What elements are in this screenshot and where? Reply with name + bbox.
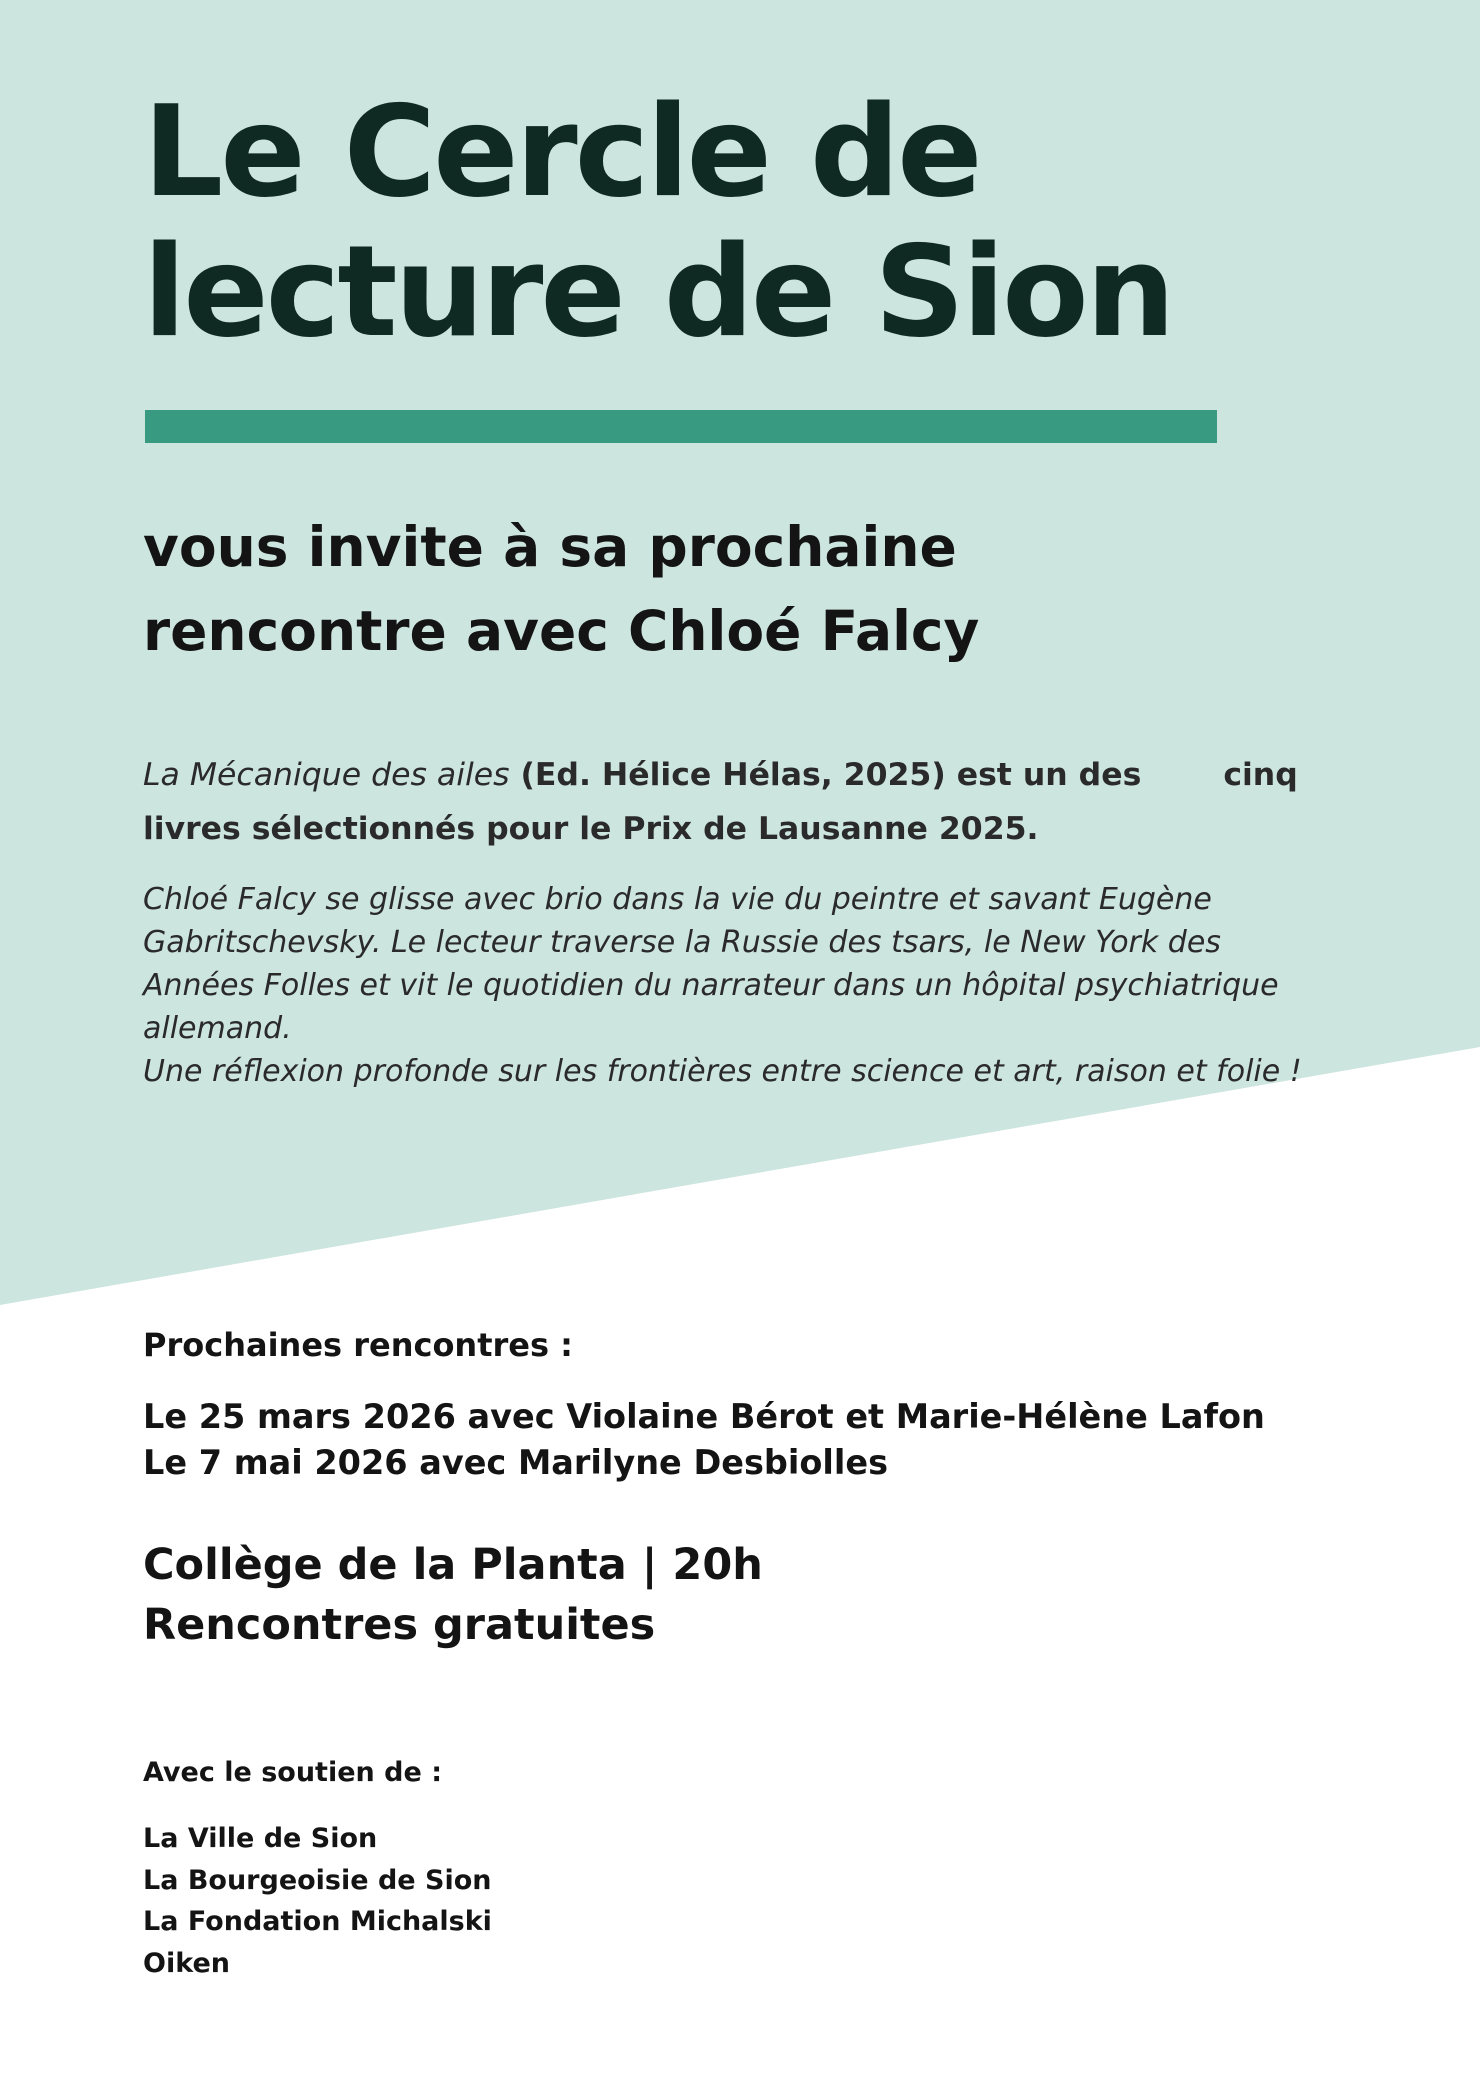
book-announcement-line-2: livres sélectionnés pour le Prix de Lausanne 2025. [143, 811, 1039, 847]
sponsor-item: La Bourgeoisie de Sion [143, 1864, 492, 1896]
sponsor-item: La Ville de Sion [143, 1823, 378, 1854]
support-heading: Avec le soutien de : [143, 1757, 442, 1788]
invitation-line-2: rencontre avec Chloé Falcy [143, 599, 980, 663]
book-details-end: cinq [1223, 757, 1298, 793]
book-synopsis [143, 878, 1393, 1093]
synopsis-line-1: Chloé Falcy se glisse avec brio dans la vie du peintre et savant Eugène [143, 882, 1212, 917]
upcoming-events-heading: Prochaines rencontres : [143, 1326, 573, 1364]
sponsor-item: La Fondation Michalski [143, 1906, 492, 1937]
title-line-2: lecture de Sion [143, 218, 1173, 365]
venue-admission: Rencontres gratuites [143, 1600, 656, 1650]
venue-info [143, 1535, 1343, 1655]
synopsis-line-5: Une réflexion profonde sur les frontières entre science et art, raison et folie ! [143, 1054, 1302, 1089]
book-title: La Mécanique des ailes [143, 757, 510, 793]
sponsor-list [143, 1818, 492, 1984]
venue-location-time: Collège de la Planta | 20h [143, 1540, 763, 1590]
upcoming-event-item: Le 7 mai 2026 avec Marilyne Desbiolles [143, 1443, 889, 1482]
synopsis-line-4: allemand. [143, 1011, 292, 1046]
book-details: (Ed. Hélice Hélas, 2025) est un des [509, 757, 1142, 793]
poster-title [143, 78, 1383, 365]
synopsis-line-3: Années Folles et vit le quotidien du narrateur dans un hôpital psychiatrique [143, 968, 1279, 1003]
book-announcement-line-1 [143, 748, 1343, 802]
sponsor-item: Oiken [143, 1947, 230, 1979]
title-divider-bar [145, 410, 1217, 443]
invitation-heading [143, 505, 1343, 673]
upcoming-events-list [143, 1394, 1393, 1486]
synopsis-line-2: Gabritschevsky. Le lecteur traverse la Russie des tsars, le New York des [143, 925, 1221, 960]
book-announcement [143, 748, 1343, 856]
upcoming-event-item: Le 25 mars 2026 avec Violaine Bérot et Marie-Hélène Lafon [143, 1397, 1265, 1436]
invitation-line-1: vous invite à sa prochaine [143, 515, 957, 579]
title-line-1: Le Cercle de [143, 78, 980, 225]
